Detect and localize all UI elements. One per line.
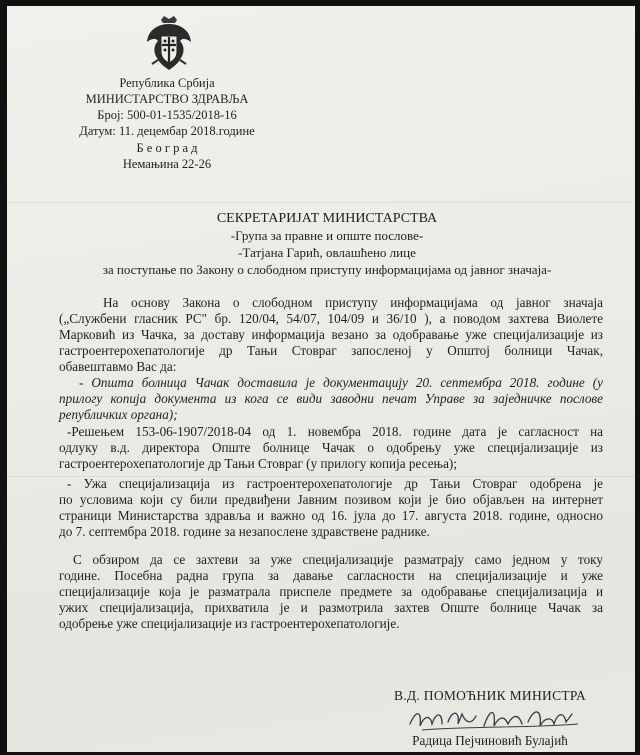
body-line: На основу Закона о слободном приступу информацијама од јавног значаја xyxy=(103,295,603,310)
signatory-title: В.Д. ПОМОЋНИК МИНИСТРА xyxy=(393,688,587,703)
letter-paper xyxy=(7,6,635,752)
body-line: С обзиром да се захтеви за уже специјализације разматрају само једном у току xyxy=(73,552,603,567)
serbian-coat-of-arms-icon xyxy=(144,14,194,74)
secretariat-officer: -Татјана Гарић, овлашћено лице xyxy=(238,245,416,260)
body-line: Марковић из Чачка, за доставу информација везано за одобравање уже специјализације из xyxy=(59,327,603,342)
body-line: -Решењем 153-06-1907/2018-04 од 1. новембра 2018. године дата је сагласност на xyxy=(67,424,603,439)
body-line: републичких органа); xyxy=(59,407,178,422)
ministry-name: МИНИСТАРСТВО ЗДРАВЉА xyxy=(85,92,249,106)
secretariat-title: СЕКРЕТАРИЈАТ МИНИСТАРСТВА xyxy=(216,211,438,226)
body-line: одобрење уже специјализације из гастроентерохепатологије. xyxy=(59,616,400,631)
handwritten-signature-icon xyxy=(402,702,602,736)
body-line: одлуку в.д. директора Опште болнице Чачак о одобрењу уже специјализације из xyxy=(59,440,603,455)
document-number: Број: 500-01-1535/2018-16 xyxy=(97,108,237,122)
document-date: Датум: 11. децембар 2018.године xyxy=(79,124,255,138)
secretariat-group: -Група за правне и опште послове- xyxy=(230,228,424,243)
body-line: ужих специјализација, прихватила је и размотрила захтев Опште болнице Чачак за xyxy=(59,600,603,615)
republic-label: Република Србија xyxy=(119,76,215,90)
body-line: специјализације која је разматрала приспеле предмете за одобравање специјализација и xyxy=(59,584,603,599)
body-line: страници Министарства здравља и важно од 16. јула до 17. августа 2018. године, односно xyxy=(59,508,603,523)
body-line: - Ужа специјализација из гастроентерохепатологије др Тањи Стовраг одобрена је xyxy=(67,476,603,491)
body-line: прилогу копија документа из кога се види заводни печат Управе за заједничке послове xyxy=(59,391,603,406)
street-address: Немањина 22-26 xyxy=(122,157,212,171)
body-line: гастроентерохепатологије др Тањи Стовраг запосленој у Општој болници Чачак, xyxy=(59,343,603,358)
body-line: гастроентерохепатологије др Тањи Стовраг (у прилогу копија ресења); xyxy=(59,456,457,471)
city: Б е о г р а д xyxy=(136,141,198,155)
body-line: - Општа болница Чачак доставила је документацију 20. септембра 2018. године (у xyxy=(79,375,603,390)
body-line: године. Посебна радна група за давање сагласности на специјализације и уже xyxy=(59,568,603,583)
signatory-name: Радица Пејчиновић Булајић xyxy=(412,733,568,748)
body-line: обавештавмо Вас да: xyxy=(59,359,177,374)
body-line: („Службени гласник РС" бр. 120/04, 54/07, 104/09 и 36/10 ), а поводом захтева Виолете xyxy=(59,311,603,326)
secretariat-scope: за поступање по Закону о слободном приступу информацијама од јавног значаја- xyxy=(102,262,552,277)
paper-fold xyxy=(7,202,635,203)
body-line: до 7. септембра 2018. године за незапослене здравствене раднике. xyxy=(59,524,430,539)
body-line: по условима који су били предвиђени Јавним позивом који је био објављен на интернет xyxy=(59,492,603,507)
